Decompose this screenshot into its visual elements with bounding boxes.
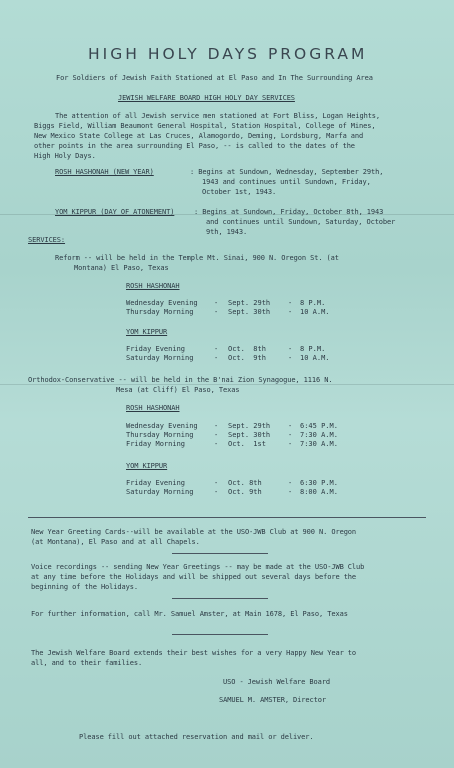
- section-divider: [28, 517, 426, 518]
- reform-yom-table: [126, 345, 330, 363]
- rosh-hashonah-text: October 1st, 1943.: [202, 188, 277, 196]
- orthodox-rosh-heading: ROSH HASHONAH: [126, 404, 180, 412]
- orthodox-rosh-table: [126, 422, 338, 449]
- services-label: SERVICES:: [28, 236, 66, 244]
- yom-kippur-label: YOM KIPPUR (DAY OF ATONEMENT): [55, 208, 175, 216]
- short-divider: [172, 553, 268, 554]
- rosh-hashonah-text: 1943 and continues until Sundown, Friday,: [202, 178, 371, 186]
- voice-recordings-text: beginning of the Holidays.: [31, 583, 138, 591]
- footer-note: Please fill out attached reservation and mail or deliver.: [79, 733, 314, 741]
- signature-org: USO - Jewish Welfare Board: [223, 678, 330, 686]
- yom-kippur-text: 9th, 1943.: [206, 228, 248, 236]
- short-divider: [172, 634, 268, 635]
- voice-recordings-text: Voice recordings -- sending New Year Greetings -- may be made at the USO-JWB Club: [31, 563, 365, 571]
- info-text: For further information, call Mr. Samuel Amster, at Main 1678, El Paso, Texas: [31, 610, 348, 618]
- orthodox-yom-heading: YOM KIPPUR: [126, 462, 168, 470]
- yom-kippur-text: and continues until Sundown, Saturday, October: [206, 218, 396, 226]
- wishes-text: all, and to their families.: [31, 659, 143, 667]
- schedule-row: Friday Morning - Oct. 1st - 7:30 A.M.: [126, 440, 338, 448]
- schedule-row: Saturday Morning - Oct. 9th - 8:00 A.M.: [126, 488, 338, 496]
- schedule-row: Friday Evening - Oct. 8th - 8 P.M.: [126, 345, 326, 353]
- orthodox-text: Orthodox-Conservative -- will be held in the B'nai Zion Synagogue, 1116 N.: [28, 376, 333, 384]
- schedule-row: Friday Evening - Oct. 8th - 6:30 P.M.: [126, 479, 338, 487]
- rosh-hashonah-label: ROSH HASHONAH (NEW YEAR): [55, 168, 154, 176]
- schedule-row: Saturday Morning - Oct. 9th - 10 A.M.: [126, 354, 330, 362]
- page-title: HIGH HOLY DAYS PROGRAM: [88, 45, 368, 63]
- schedule-row: Thursday Morning - Sept. 30th - 10 A.M.: [126, 308, 330, 316]
- schedule-row: Wednesday Evening - Sept. 29th - 6:45 P.M.: [126, 422, 338, 430]
- schedule-row: Thursday Morning - Sept. 30th - 7:30 A.M.: [126, 431, 338, 439]
- wishes-text: The Jewish Welfare Board extends their best wishes for a very Happy New Year to: [31, 649, 357, 657]
- subtitle: For Soldiers of Jewish Faith Stationed at El Paso and In The Surrounding Area: [56, 74, 373, 82]
- schedule-row: Wednesday Evening - Sept. 29th - 8 P.M.: [126, 299, 326, 307]
- reform-text: Reform -- will be held in the Temple Mt. Sinai, 900 N. Oregon St. (at: [55, 254, 339, 262]
- rosh-hashonah-text: : Begins at Sundown, Wednesday, September 29th,: [190, 168, 384, 176]
- voice-recordings-text: at any time before the Holidays and will be shipped out several days before the: [31, 573, 357, 581]
- greeting-cards-text: (at Montana), El Paso and at all Chapels.: [31, 538, 200, 546]
- orthodox-yom-table: [126, 479, 338, 497]
- intro-line: New Mexico State College at Las Cruces, Alamogordo, Deming, Lordsburg, Marfa and: [34, 132, 364, 140]
- intro-line: other points in the area surrounding El Paso, -- is called to the dates of the: [34, 142, 355, 150]
- greeting-cards-text: New Year Greeting Cards--will be available at the USO-JWB Club at 900 N. Oregon: [31, 528, 357, 536]
- signature-name: SAMUEL M. AMSTER, Director: [219, 696, 326, 704]
- reform-yom-heading: YOM KIPPUR: [126, 328, 168, 336]
- intro-line: High Holy Days.: [34, 152, 96, 160]
- intro-line: Biggs Field, William Beaumont General Hospital, Station Hospital, College of Mines,: [34, 122, 376, 130]
- board-heading: JEWISH WELFARE BOARD HIGH HOLY DAY SERVICES: [118, 94, 295, 102]
- reform-rosh-table: [126, 299, 330, 317]
- reform-text: Montana) El Paso, Texas: [74, 264, 169, 272]
- orthodox-text: Mesa (at Cliff) El Paso, Texas: [116, 386, 240, 394]
- intro-line: The attention of all Jewish service men stationed at Fort Bliss, Logan Heights,: [55, 112, 381, 120]
- yom-kippur-text: : Begins at Sundown, Friday, October 8th, 1943: [194, 208, 384, 216]
- short-divider: [172, 598, 268, 599]
- reform-rosh-heading: ROSH HASHONAH: [126, 282, 180, 290]
